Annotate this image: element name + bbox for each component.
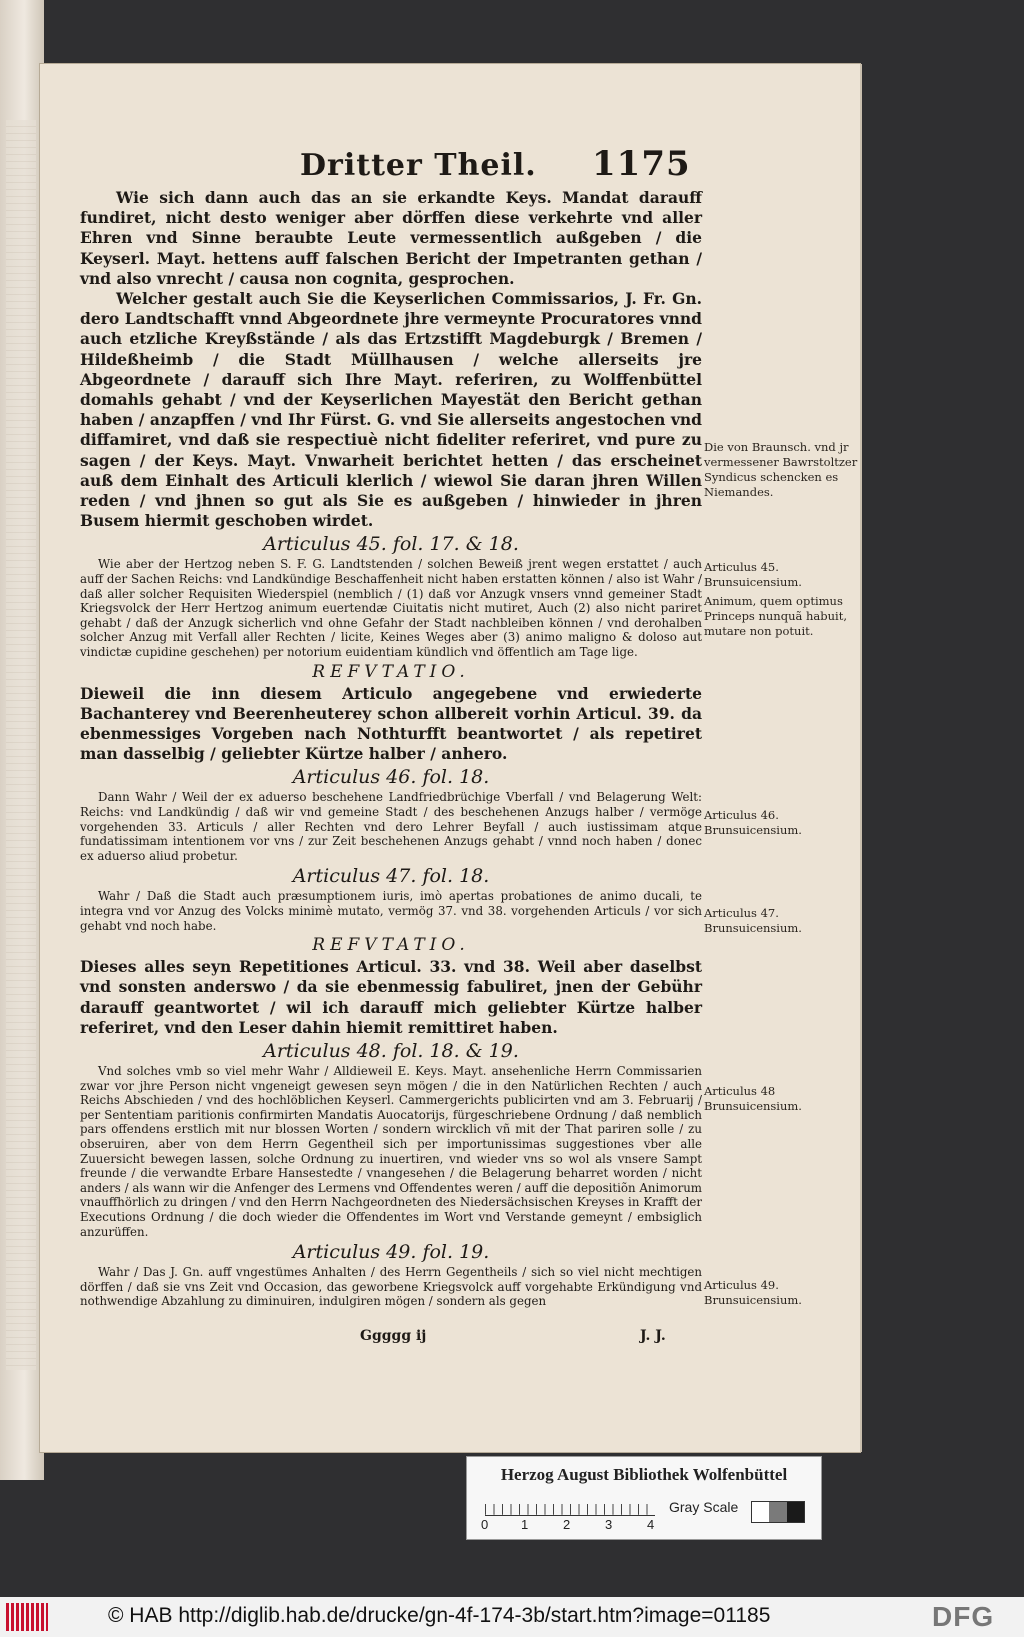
article-heading: Articulus 48. fol. 18. & 19. [263,1039,519,1062]
paragraph: Vnd solches vmb so viel mehr Wahr / Alldieweil E. Keys. Mayt. ansehenliche Herrn Commissarien zwar vor jhre Person nicht vngeneigt gewesen seyn mögen / die in den Natürlichen Rechten / auch Reichs Abschieden / vnd des hochlöblichen Keyserl. Cammergerichts publicirten vnd am 3. Februarij / per Sententiam paritionis confirmirten Mandatis Auocatorijs, fürgeschriebene Ordnung / daß nemblich pars offendens erstlich mit nur blossen Worten / sondern wircklich vñ mit der That pariren solle / zu obseruiren, aber von dem Herrn Gegentheil sich per importunissimas suggestiones vber alle Zuuersicht bewegen lassen, solche Ordnung zu inuertiren, vnd wieder vns so wol als vnsere Sampt freunde / die verwandte Erbare Hansestedte / vnangesehen / die Belagerung beharret worden / nicht anders / als wann wir die Anfenger des Lermens vnd Offendentes weren / auff die depositiõn Animorum vnauffhörlich zu dringen / vnd den Herrn Nachgeordneten des Niedersächsischen Kreyses in Krafft der Executions Ordnung / die doch wieder die Offendentes im Wort vnd Verstande gemeynt / embsiglich anzurüffen. [80,1063,702,1239]
paragraph: Wie aber der Hertzog neben S. F. G. Landtstenden / solchen Beweiß jrent wegen erstattet / auch auff der Sachen Reichs: vnd Landkündige Beschaffenheit nicht haben erstatten können / also ist Wahr / daß aller solcher Requisiten Wiederspiel (nemblich / (1) daß vor Anzugk vnsers vnnd gemeiner Stadt Kriegsvolck der Herr Hertzog animum euertendæ Ciuitatis nicht mutiret, Auch (2) also nicht pariret gehabt / daß der Anzugk sicherlich vnd ohne Gefahr der Stadt nachbleiben können / vnd derohalben solcher Anzug mit Verfall aller Rechten / licite, Keines Weges aber (3) animo maligno & doloso aut vindictæ cupidine geschehen) per notorium euidentiam kündlich vnd öffentlich am Tage lige. [80,557,702,660]
gray-scale-swatch [751,1501,805,1523]
source-url[interactable]: © HAB http://diglib.hab.de/drucke/gn-4f-174-3b/start.htm?image=01185 [108,1604,771,1627]
article-heading: Articulus 47. fol. 18. [292,865,490,888]
ruler-numbers [481,1517,671,1533]
margin-note: Animum, quem optimus Princeps nunquã habuit, mutare non potuit. [704,594,847,638]
paragraph: Dieweil die inn diesem Articulo angegebene vnd erwiederte Bachanterey vnd Beerenheuterey schon allbereit vorhin Articul. 39. da ebenmessiges Vorgeben nach Nothturfft beantwortet / als repetiret man dasselbig / geliebter Kürtze halber / anhero. [80,683,702,764]
paragraph: Wahr / Das J. Gn. auff vngestümes Anhalten / des Herrn Gegentheils / sich so viel nicht mechtigen dörffen / daß sie vns Zeit vnd Occasion, das geworbene Kriegsvolck auff vorgehabte Erkündigung vnd nothwendige Abzahlung zu diminuiren, indulgiren mögen / sondern als gegen [80,1265,702,1309]
ruler-number: 1 [521,1517,529,1532]
article-heading: Articulus 45. fol. 17. & 18. [263,533,519,556]
ruler-number: 4 [647,1517,655,1532]
library-name: Herzog August Bibliothek Wolfenbüttel [500,1465,788,1484]
margin-note: Articulus 48 Brunsuicensium. [704,1084,802,1113]
margin-note: Articulus 47. Brunsuicensium. [704,906,802,935]
paragraph: Dieses alles seyn Repetitiones Articul. 33. vnd 38. Weil aber daselbst vnd sonsten anderswo / da sie ebenmessig fabuliret, jnen der Gebühr darauff geantwortet / wil ich darauff mich geliebter Kürtze halber referiret, vnd den Leser dahin hiemit remittiret haben. [80,957,702,1037]
margin-note: Die von Braunsch. vnd jr vermessener Bawrstoltzer Syndicus schencken es Niemandes. [704,440,858,499]
scanned-page [40,64,860,1452]
book-edge [0,0,44,1480]
page-number: 1175 [592,144,691,184]
catchword: J. J. [640,1328,666,1344]
page-header [40,144,860,192]
article-heading: Articulus 46. fol. 18. [292,766,490,789]
ruler-number: 0 [481,1517,489,1532]
barcode-icon [6,1603,48,1631]
bottom-bar [0,1597,1024,1637]
article-heading: Articulus 49. fol. 19. [292,1241,490,1264]
library-color-strip [466,1456,822,1540]
ruler-number: 2 [563,1517,571,1532]
swatch-black [787,1502,804,1522]
gray-scale-label: Gray Scale [669,1499,739,1515]
swatch-white [752,1502,769,1522]
swatch-gray [769,1502,786,1522]
running-title: Dritter Theil. [300,148,537,183]
margin-note: Articulus 49. Brunsuicensium. [704,1278,802,1307]
paragraph: Dann Wahr / Weil der ex aduerso beschehene Landfriedbrüchige Vberfall / vnd Belagerung Welt: Reichs: vnd Landkündig / daß wir vnd gemeine Stadt / des beschehenen Anzugs halber / vermöge vorgehenden 33. Articuls / aller Rechten vnd dero Lehrer Beyfall / auch iustissimam atque fundatissimam intentionem vor vns / zur Zeit beschehenen Anzugs gehabt / vnnd noch haben / donec ex aduerso aliud probetur. [80,790,702,863]
paragraph: Welcher gestalt auch Sie die Keyserlichen Commissarios, J. Fr. Gn. dero Landtschafft vnnd Abgeordnete jhre vermeynte Procuratores vnnd auch etzliche Kreyßstände / als das Ertzstifft Magdeburgk / Bremen / Hildeßheimb / die Stadt Müllhausen / welche allerseits jre Abgeordnete / darauff sich Ihre Mayt. referiren, zu Wolffenbüttel domahls gehabt / vnd der Keyserlichen Mayestät den Bericht gethan haben / anzapffen / vnd Ihr Fürst. G. vnd Sie allerseits angestochen vnd diffamiret, vnd daß sie respectiuè nicht fideliter referiret, vnd pure zu sagen / der Keys. Mayt. Vnwarheit berichtet hetten / das erscheinet auß dem Einhalt des Articuli klerlich / wiewol Sie daran jhren Willen reden / vnd jhnen so gut als Sie es außgeben / hinwieder in jhren Busem hiermit geschoben wirdet. [80,289,702,531]
paragraph: Wahr / Daß die Stadt auch præsumptionem iuris, imò apertas probationes de animo ducali, te integra vnd vor Anzug des Volcks minimè mutato, vermög 37. vnd 38. vorgehenden Articuls / vor sich gehabt vnd noch habe. [80,889,702,933]
scale-ruler [485,1497,655,1516]
signature-mark: Ggggg ij [360,1328,427,1344]
margin-note: Articulus 45. Brunsuicensium. [704,560,802,589]
margin-note: Articulus 46. Brunsuicensium. [704,808,802,837]
page-body [80,188,858,1309]
ruler-number: 3 [605,1517,613,1532]
paragraph: Wie sich dann auch das an sie erkandte Keys. Mandat darauff fundiret, nicht desto weniger aber dörffen diese verkehrte vnd aller Ehren vnd Sinne beraubte Leute vermessentlich außgeben / die Keyserl. Mayt. hettens auff falschen Bericht der Impetranten gethan / vnd also vnrecht / causa non cognita, gesprochen. [80,188,702,288]
dfg-logo: DFG [932,1601,995,1632]
refutatio-heading: REFVTATIO. [312,935,470,956]
book-edge-pages [6,120,36,1370]
refutatio-heading: REFVTATIO. [312,661,470,682]
